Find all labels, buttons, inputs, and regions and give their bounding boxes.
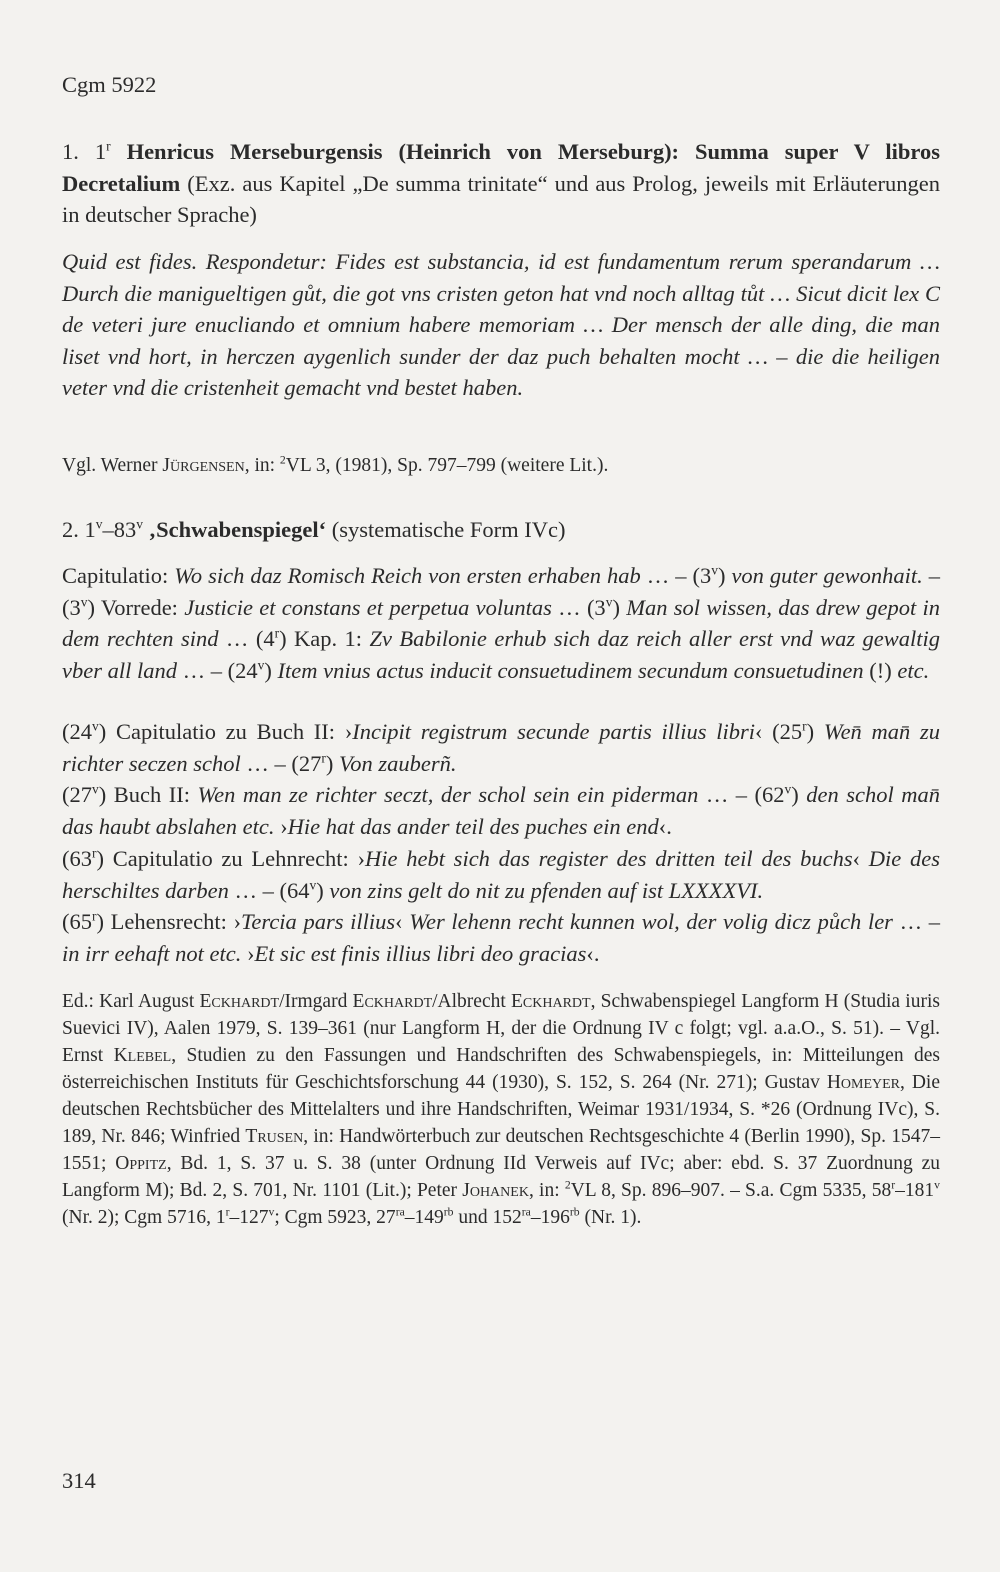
entry-2-paragraph-lehensrecht: (65$^r$) Lehensrecht: ›Tercia pars illius‹ Wer lehenn recht kunnen wol, der volig dicz půch ler … – in irr eehaft not etc. ›Et sic est finis illius libri deo gracias‹.	[62, 908, 940, 966]
entry-1-title: Henricus Merseburgensis (Heinrich von Merseburg): Summa super V libros Decretalium	[62, 139, 941, 196]
entry-1-title-note: (Exz. aus Kapitel „De summa trinitate“ und aus Prolog, jeweils mit Erläuterungen in deutscher Sprache)	[62, 170, 941, 227]
entry-2-paragraph-buch-2-register: (24$^v$) Capitulatio zu Buch II: ›Incipit registrum secunde partis illius libri‹ (25$^r$) Wen̄ man̄ zu richter seczen schol … – (27$^r$) Von zauberñ.	[62, 718, 940, 776]
entry-2-edition-literature: Ed.: Karl August Eckhardt/Irmgard Eckhardt/Albrecht Eckhardt, Schwabenspiegel Langform H (Studia iuris Suevici IV), Aalen 1979, S. 139–361 (nur Langform H, der die Ordnung IV c folgt; vgl. a.a.O., S. 51). – Vgl. Ernst Klebel, Studien zu den Fassungen und Handschriften des Schwabenspiegels, in: Mitteilungen des österreichischen Instituts für Geschichtsforschung 44 (1930), S. 152, S. 264 (Nr. 271); Gustav Homeyer, Die deutschen Rechtsbücher des Mittelalters und ihre Handschriften, Weimar 1931/1934, S. *26 (Ordnung IVc), S. 189, Nr. 846; Winfried Trusen, in: Handwörterbuch zur deutschen Rechtsgeschichte 4 (Berlin 1990), Sp. 1547–1551; Oppitz, Bd. 1, S. 37 u. S. 38 (unter Ordnung IId Verweis auf IVc; aber: ebd. S. 37 Zuordnung zu Langform M); Bd. 2, S. 701, Nr. 1101 (Lit.); Peter Johanek, in: $^2$VL 8, Sp. 896–907. – S.a. Cgm 5335, 58$^r$–181$^v$ (Nr. 2); Cgm 5716, 1$^r$–127$^v$; Cgm 5923, $27^{ra}-149^{rb}$ und $152^{ra}-196^{rb}$ (Nr. 1).	[62, 991, 941, 1228]
entry-2-title: ‚Schwabenspiegel‘	[148, 517, 327, 542]
entry-2-paragraph-buch-2: (27$^v$) Buch II: Wen man ze richter seczt, der schol sein ein piderman … – (62$^v$) den schol man̄ das haubt abslahen etc. ›Hie hat das ander teil des puches ein end‹.	[62, 781, 940, 839]
entry-1-literature: Vgl. Werner Jürgensen, in: $^2$VL 3, (1981), Sp. 797–799 (weitere Lit.).	[62, 453, 609, 476]
manuscript-signature: Cgm 5922	[62, 72, 157, 97]
entry-1-heading: 1. 1$^r$ Henricus Merseburgensis (Heinrich von Merseburg): Summa super V libros Decretalium (Exz. aus Kapitel „De summa trinitate“ und aus Prolog, jeweils mit Erläuterungen in deutscher Sprache)	[62, 138, 941, 227]
entry-2-heading: 2. 1$^v$–83$^v$ ‚Schwabenspiegel‘ (systematische Form IVc)	[62, 516, 566, 542]
entry-2-title-note: (systematische Form IVc)	[331, 517, 566, 542]
entry-2-paragraph-capitulatio: Capitulatio: Wo sich daz Romisch Reich von ersten erhaben hab … – (3$^v$) von guter gewonhait. – (3$^v$) Vorrede: Justicie et constans et perpetua voluntas … (3$^v$) Man sol wissen, das drew gepot in dem rechten sind … (4$^r$) Kap. 1: Zv Babilonie erhub sich daz reich aller erst vnd waz gewaltig vber all land … – (24$^v$) Item vnius actus inducit consuetudinem secundum consuetudinen (!) etc.	[62, 562, 941, 683]
entry-2-paragraph-lehnrecht-register: (63$^r$) Capitulatio zu Lehnrecht: ›Hie hebt sich das register des dritten teil des buchs‹ Die des herschiltes darben … – (64$^v$) von zins gelt do nit zu pfenden auf ist LXXXXVI.	[62, 845, 940, 903]
entry-1-incipit: Quid est fides. Respondetur: Fides est substancia, id est fundamentum rerum sperandarum … Durch die manigueltigen gůt, die got vns cristen geton hat vnd noch alltag tůt … Sicut dicit lex C de veteri jure enucliando et omnium habere memoriam … Der mensch der alle ding, die man liset vnd hort, in herczen aygenlich sunder der daz puch behalten mocht … – die die heiligen veter vnd die cristenheit gemacht vnd bestet haben.	[62, 249, 940, 400]
page-number: 314	[62, 1468, 96, 1493]
